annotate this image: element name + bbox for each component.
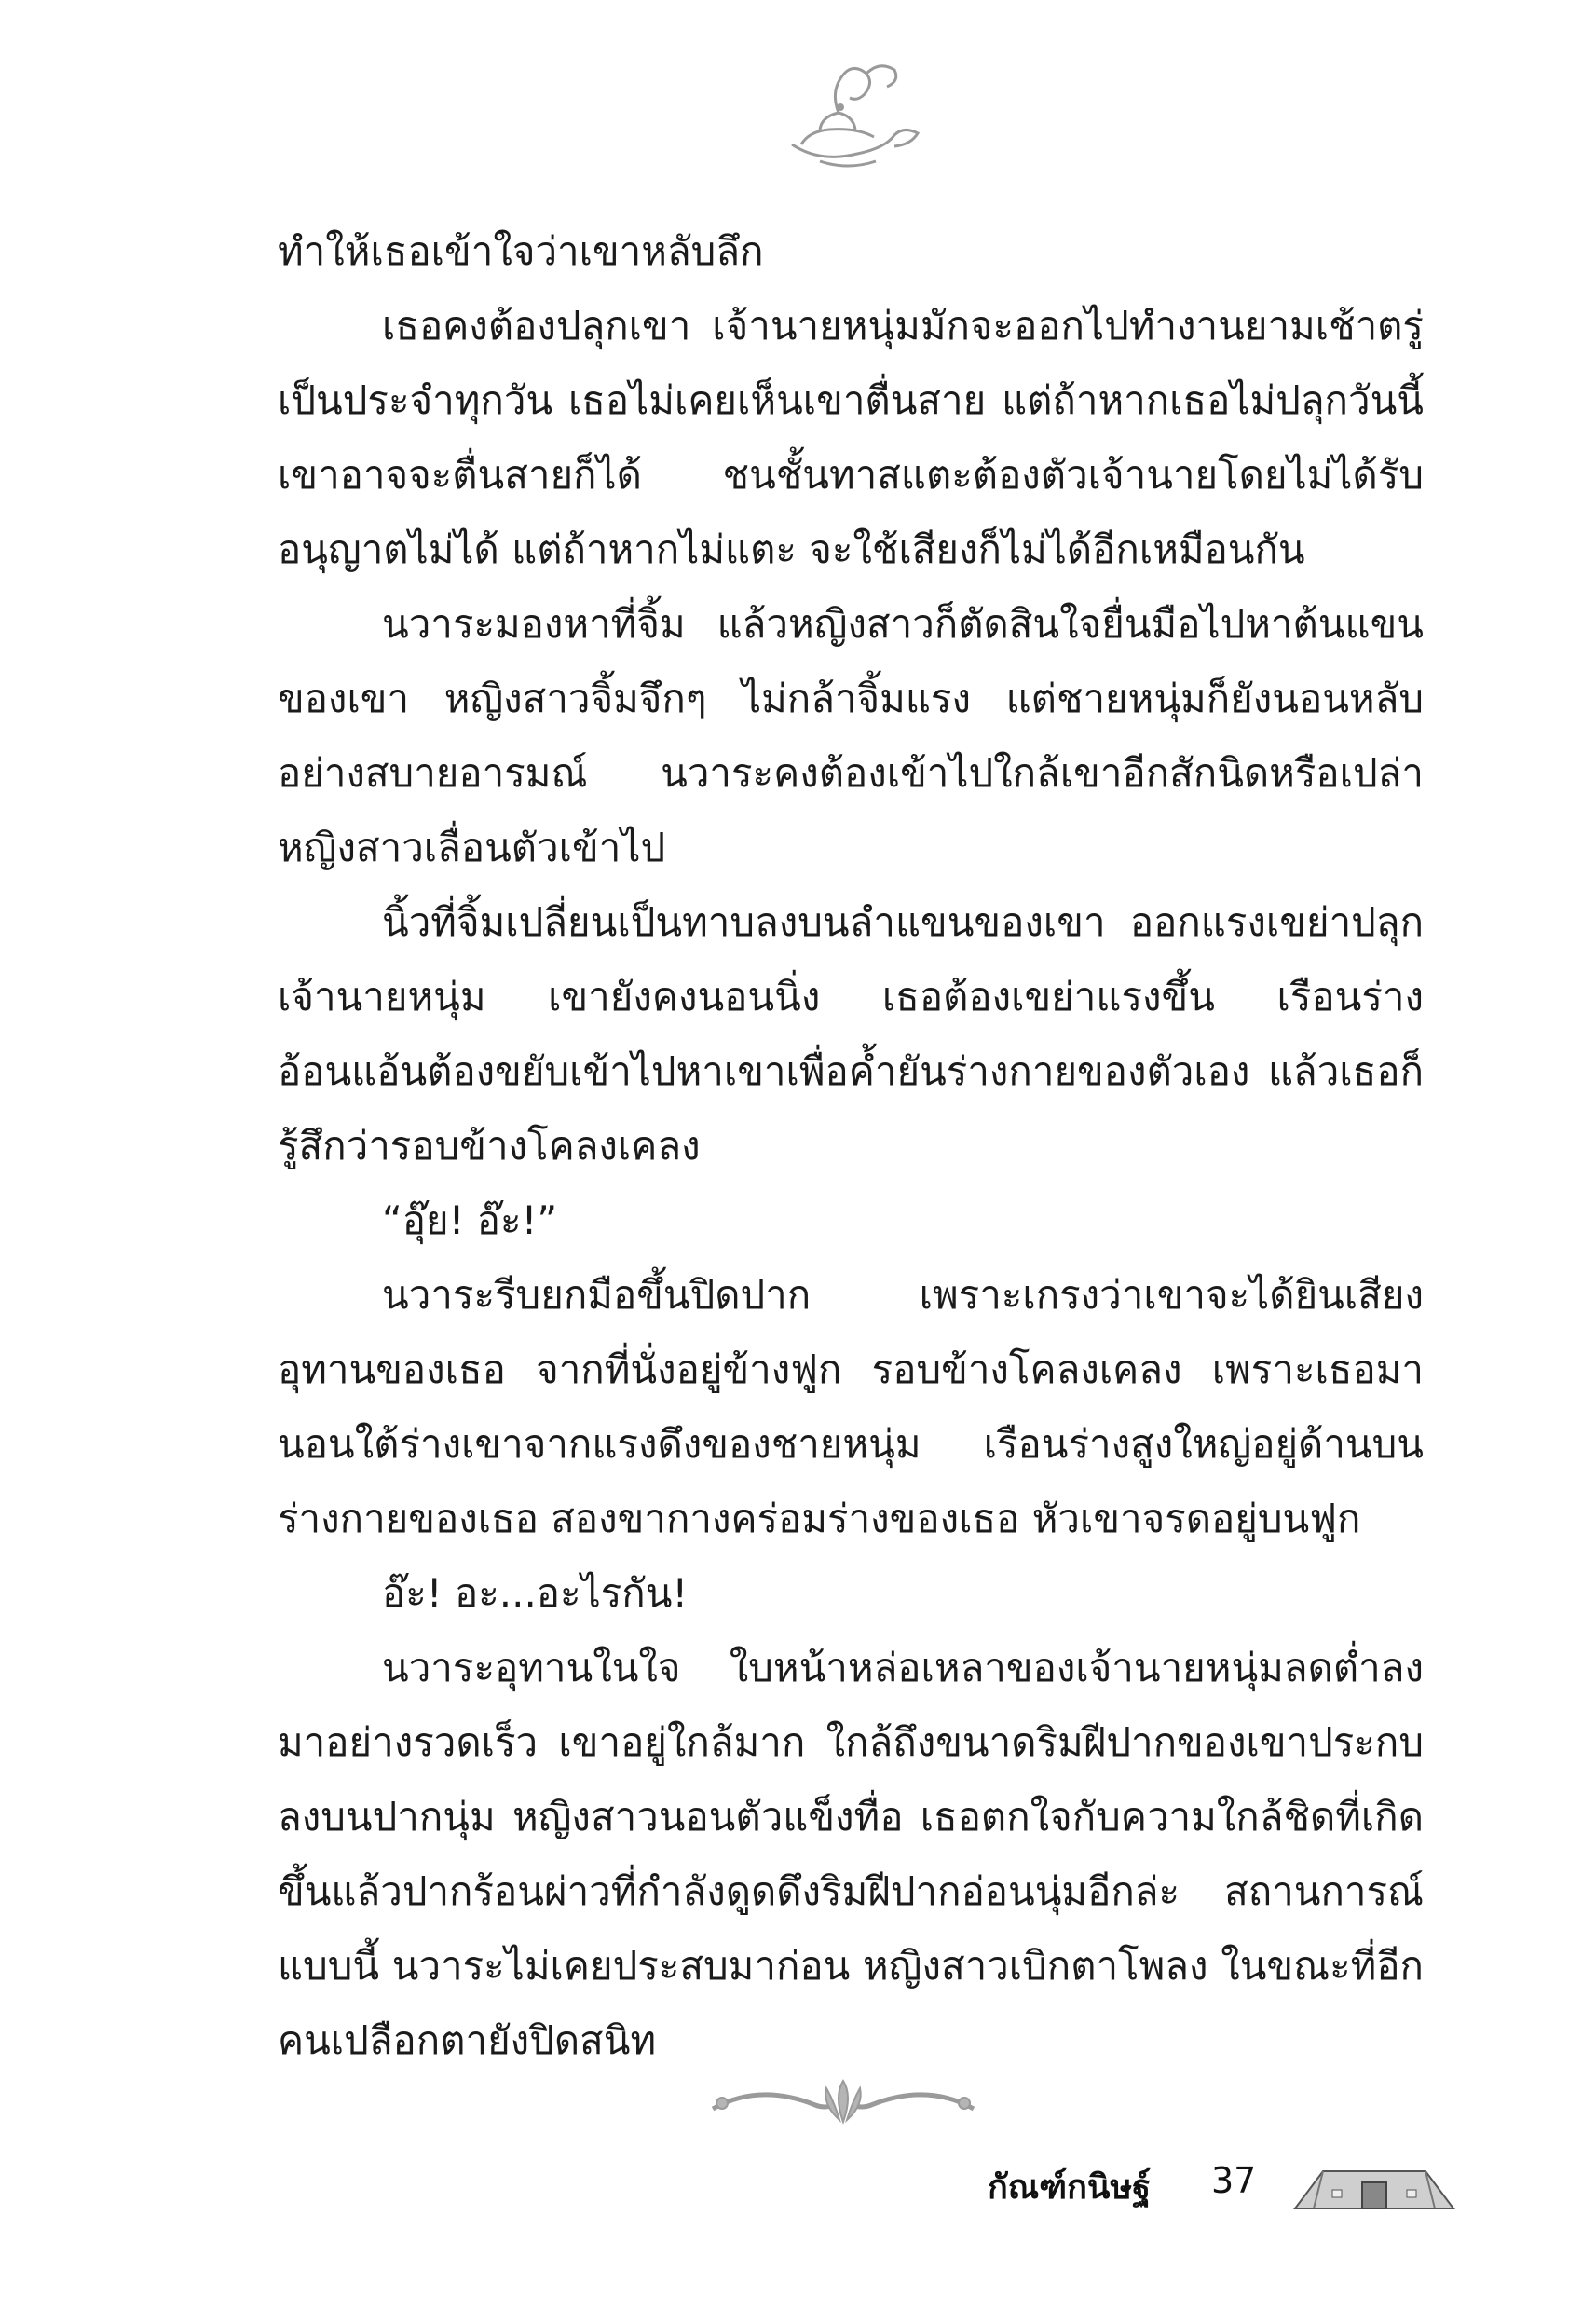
book-title: กัณฑ์กนิษฐ์ bbox=[988, 2168, 1152, 2207]
paragraph-3: นวาระมองหาที่จิ้ม แล้วหญิงสาวก็ตัดสินใจยื่นมือไปหาต้นแขนของเขา หญิงสาวจิ้มจึกๆ ไม่กล้าจิ้มแรง แต่ชายหนุ่มก็ยังนอนหลับอย่างสบายอารมณ์ นวาระคงต้องเข้าไปใกล้เขาอีกสักนิดหรือเปล่าหญิงสาวเลื่อนตัวเข้าไป bbox=[278, 601, 1424, 870]
paragraph-7-exclamation: อ๊ะ! อะ...อะไรกัน! bbox=[382, 1570, 689, 1616]
paragraph-2: เธอคงต้องปลุกเขา เจ้านายหนุ่มมักจะออกไปทำงานยามเช้าตรู่เป็นประจำทุกวัน เธอไม่เคยเห็นเขาตื่นสาย แต่ถ้าหากเธอไม่ปลุกวันนี้เขาอาจจะตื่นสายก็ได้ ชนชั้นทาสแตะต้องตัวเจ้านายโดยไม่ได้รับอนุญาตไม่ได้ แต่ถ้าหากไม่แตะ จะใช้เสียงก็ไม่ได้อีกเหมือนกัน bbox=[278, 303, 1424, 572]
page-number: 37 bbox=[1211, 2160, 1257, 2201]
paragraph-1: ทำให้เธอเข้าใจว่าเขาหลับลึก bbox=[278, 228, 764, 274]
paragraph-8: นวาระอุทานในใจ ใบหน้าหล่อเหลาของเจ้านายหนุ่มลดต่ำลงมาอย่างรวดเร็ว เขาอยู่ใกล้มาก ใกล้ถึงขนาดริมฝีปากของเขาประกบลงบนปากนุ่ม หญิงสาวนอนตัวแข็งทื่อ เธอตกใจกับความใกล้ชิดที่เกิดขึ้นแล้วปากร้อนผ่าวที่กำลังดูดดึงริมฝีปากอ่อนนุ่มอีกล่ะ สถานการณ์แบบนี้ นวาระไม่เคยประสบมาก่อน หญิงสาวเบิกตาโพลง ในขณะที่อีกคนเปลือกตายังปิดสนิท bbox=[278, 1645, 1424, 2063]
flourish-divider-icon bbox=[703, 2064, 983, 2139]
page-body bbox=[278, 214, 1424, 2078]
page-footer bbox=[960, 2143, 1481, 2227]
tent-tab-icon bbox=[1286, 2151, 1463, 2216]
paragraph-6: นวาระรีบยกมือขึ้นปิดปาก เพราะเกรงว่าเขาจะได้ยินเสียงอุทานของเธอ จากที่นั่งอยู่ข้างฟูก รอบข้างโคลงเคลง เพราะเธอมานอนใต้ร่างเขาจากแรงดึงของชายหนุ่ม เรือนร่างสูงใหญ่อยู่ด้านบนร่างกายของเธอ สองขากางคร่อมร่างของเธอ หัวเขาจรดอยู่บนฟูก bbox=[278, 1272, 1424, 1541]
paragraph-5-dialog: “อุ๊ย! อ๊ะ!” bbox=[382, 1197, 558, 1243]
paragraph-4: นิ้วที่จิ้มเปลี่ยนเป็นทาบลงบนลำแขนของเขา ออกแรงเขย่าปลุกเจ้านายหนุ่ม เขายังคงนอนนิ่ง เธอต้องเขย่าแรงขึ้น เรือนร่างอ้อนแอ้นต้องขยับเข้าไปหาเขาเพื่อค้ำยันร่างกายของตัวเอง แล้วเธอก็รู้สึกว่ารอบข้างโคลงเคลง bbox=[278, 899, 1424, 1169]
genie-lamp-ornament-icon bbox=[764, 51, 932, 172]
